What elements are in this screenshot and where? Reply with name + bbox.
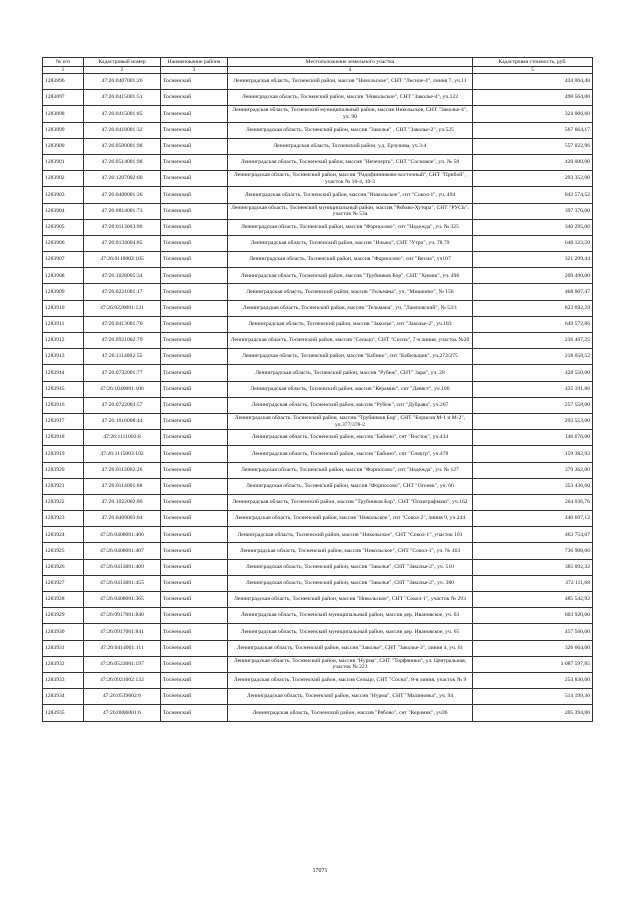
value-cell: 321 299,44 xyxy=(473,252,593,268)
header-value: Кадастровая стоимость, руб. xyxy=(473,58,593,67)
value-cell: 514 199,36 xyxy=(473,689,593,705)
table-row xyxy=(43,219,593,235)
region-cell: Тосненский xyxy=(161,381,228,397)
region-cell: Тосненский xyxy=(161,640,228,656)
row-number-cell: 1283910 xyxy=(43,300,84,316)
value-cell: 257 558,00 xyxy=(473,397,593,413)
cadastral-number-cell: 47:26:1207002:60 xyxy=(84,171,161,187)
location-cell: Ленинградская область, Тосненский район, массив "Ильжо", СНТ "Утро", уч. 78,79 xyxy=(228,235,473,251)
cadastral-number-cell: 47:26:0221001:17 xyxy=(84,284,161,300)
cadastral-number-cell: 47:26:0413001:409 xyxy=(84,559,161,575)
table-row xyxy=(43,235,593,251)
region-cell: Тосненский xyxy=(161,656,228,672)
value-cell: 340 295,06 xyxy=(473,219,593,235)
location-cell: Ленинградская область, Тосненский район, массив "Никольское", СНТ "Лесное-4", линия 7, уч.11 xyxy=(228,74,473,90)
value-cell: 146 676,00 xyxy=(473,430,593,446)
row-number-cell: 1283928 xyxy=(43,592,84,608)
row-number-cell: 1283914 xyxy=(43,365,84,381)
table-row xyxy=(43,656,593,672)
region-cell: Тосненский xyxy=(161,203,228,219)
cadastral-number-cell: 47:26:0917001:840 xyxy=(84,608,161,624)
region-cell: Тосненский xyxy=(161,333,228,349)
cadastral-number-cell: 47:26:0514001:98 xyxy=(84,154,161,170)
location-cell: Ленинградская область, Тосненский район, массив "Радофинниково-восточный", СНТ "Прибой", участок № 10-4, 10-3 xyxy=(228,171,473,187)
cadastral-number-cell: 47:26:0220001:121 xyxy=(84,300,161,316)
location-cell: Ленинградская область, Тосненский район, массив "Форносово", СНТ "Огонек", уч. 66 xyxy=(228,478,473,494)
value-cell: 434 004,48 xyxy=(473,74,593,90)
region-cell: Тосненский xyxy=(161,446,228,462)
region-cell: Тосненский xyxy=(161,284,228,300)
column-number: 4 xyxy=(228,67,473,74)
table-row xyxy=(43,284,593,300)
row-number-cell: 1283898 xyxy=(43,106,84,122)
region-cell: Тосненский xyxy=(161,365,228,381)
region-cell: Тосненский xyxy=(161,705,228,721)
table-row xyxy=(43,543,593,559)
region-cell: Тосненский xyxy=(161,689,228,705)
region-cell: Тосненский xyxy=(161,74,228,90)
location-cell: Ленинградская область, Тосненский район, массив "Форносово", снт "Весна", уч107 xyxy=(228,252,473,268)
value-cell: 293 553,00 xyxy=(473,413,593,429)
value-cell: 420 000,00 xyxy=(473,154,593,170)
location-cell: Ленинградская область, Тосненский район, массив "Тельмана", уч. "Ламповский", № 53/1 xyxy=(228,300,473,316)
row-number-cell: 1283930 xyxy=(43,624,84,640)
location-cell: Ленинградская область, Тосненский район, массив "Трубников Бор", СНТ "Борисов М-1 и М-2", уч.377/378-2 xyxy=(228,413,473,429)
region-cell: Тосненский xyxy=(161,122,228,138)
cadastral-number-cell: 47:26:0921002:132 xyxy=(84,672,161,688)
region-cell: Тосненский xyxy=(161,300,228,316)
cadastral-number-cell: 47:26:0110002:105 xyxy=(84,252,161,268)
location-cell: Ленинградская область, Тосненский район, массив "Нурма", СНТ "Малиновка", уч. 94 xyxy=(228,689,473,705)
location-cell: Ленинградская область, Тосненский район, массив "Заколье", снт "Заколье-2", уч.183 xyxy=(228,316,473,332)
cadastral-number-cell: 47:26:0414001:111 xyxy=(84,640,161,656)
table-row xyxy=(43,268,593,284)
region-cell: Тосненский xyxy=(161,543,228,559)
cadastral-number-cell: 47:26:0732001:77 xyxy=(84,365,161,381)
row-number-cell: 1283911 xyxy=(43,316,84,332)
cadastral-number-cell: 47:26:0415001:51 xyxy=(84,90,161,106)
value-cell: 468 007,47 xyxy=(473,284,593,300)
location-cell: Ленинградская область, Тосненский район, массив "Трубников Бор", СНТ "Полиграфмаш", уч.162 xyxy=(228,494,473,510)
table-row xyxy=(43,349,593,365)
cadastral-number-cell: 47:26:0519002:6 xyxy=(84,689,161,705)
row-number-cell: 1283912 xyxy=(43,333,84,349)
row-number-cell: 1283932 xyxy=(43,656,84,672)
header-kad: Кадастровый номер xyxy=(84,58,161,67)
row-number-cell: 1283904 xyxy=(43,203,84,219)
row-number-cell: 1283926 xyxy=(43,559,84,575)
cadastral-number-cell: 47:26:0113003:90 xyxy=(84,219,161,235)
value-cell: 557 022,96 xyxy=(473,138,593,154)
cadastral-number-cell: 47:26:0114001:68 xyxy=(84,478,161,494)
row-number-cell: 1283906 xyxy=(43,235,84,251)
column-number-row xyxy=(43,67,593,74)
location-cell: Ленинградская область, Тосненский муниципальный район, массив Никольское, СНТ "Заколье-4", уч. 90 xyxy=(228,106,473,122)
table-row xyxy=(43,478,593,494)
cadastral-number-cell: 47:26:0408001:407 xyxy=(84,543,161,559)
region-cell: Тосненский xyxy=(161,106,228,122)
row-number-cell: 1283927 xyxy=(43,575,84,591)
region-cell: Тосненский xyxy=(161,462,228,478)
row-number-cell: 1283920 xyxy=(43,462,84,478)
table-header-row xyxy=(43,58,593,67)
region-cell: Тосненский xyxy=(161,171,228,187)
value-cell: 324 066,60 xyxy=(473,106,593,122)
cadastral-number-cell: 47:26:0408001:36 xyxy=(84,187,161,203)
table-row xyxy=(43,559,593,575)
table-row xyxy=(43,203,593,219)
cadastral-number-cell: 47:26:1016008:44 xyxy=(84,413,161,429)
column-number: 3 xyxy=(161,67,228,74)
header-num: № п/п xyxy=(43,58,84,67)
value-cell: 385 092,32 xyxy=(473,559,593,575)
header-region: Наименование района xyxy=(161,58,228,67)
location-cell: Ленинградская область, Тосненский район, массив "Рябово", снт "Керамик", уч36 xyxy=(228,705,473,721)
table-row xyxy=(43,187,593,203)
region-cell: Тосненский xyxy=(161,268,228,284)
cadastral-number-cell: 47:26:0523001:197 xyxy=(84,656,161,672)
cadastral-number-cell: 47:26:0921002:79 xyxy=(84,333,161,349)
location-cell: Ленинградская область, Тосненский район, массив "Никольское", снт "Сокол-1", уч. 494 xyxy=(228,187,473,203)
header-location: Местоположение земельного участка xyxy=(228,58,473,67)
table-row xyxy=(43,494,593,510)
region-cell: Тосненский xyxy=(161,349,228,365)
row-number-cell: 1283909 xyxy=(43,284,84,300)
row-number-cell: 1283897 xyxy=(43,90,84,106)
region-cell: Тосненский xyxy=(161,252,228,268)
region-cell: Тосненский xyxy=(161,187,228,203)
value-cell: 236 467,25 xyxy=(473,333,593,349)
row-number-cell: 1283921 xyxy=(43,478,84,494)
table-row xyxy=(43,527,593,543)
location-cell: Ленинградская область, Тосненский район, массив "Рубеж", снт "Дубрава", уч.267 xyxy=(228,397,473,413)
value-cell: 397 370,00 xyxy=(473,203,593,219)
region-cell: Тосненский xyxy=(161,316,228,332)
value-cell: 218 058,52 xyxy=(473,349,593,365)
row-number-cell: 1283935 xyxy=(43,705,84,721)
location-cell: Ленинградская область, Тосненский район, массив "Заколье", СНТ "Заколье-2", уч. 380 xyxy=(228,575,473,591)
value-cell: 567 664,17 xyxy=(473,122,593,138)
location-cell: Ленинградская область, Тосненский район, массив "Нечеперть", СНТ "Сосновое", уч. № 58 xyxy=(228,154,473,170)
region-cell: Тосненский xyxy=(161,235,228,251)
location-cell: Ленинградская область, Тосненский район, массив "Форносово", снт "Надежда", уч. № 325 xyxy=(228,219,473,235)
row-number-cell: 1283929 xyxy=(43,608,84,624)
table-row xyxy=(43,413,593,429)
cadastral-number-cell: 47:26:1111003:8 xyxy=(84,430,161,446)
value-cell: 293 352,00 xyxy=(473,171,593,187)
row-number-cell: 1283905 xyxy=(43,219,84,235)
region-cell: Тосненский xyxy=(161,494,228,510)
cadastral-number-cell: 47:26:0407001:26 xyxy=(84,74,161,90)
location-cell: Ленинградская область, Тосненский муниципальный район, массив дер. Ивановское, уч. 65 xyxy=(228,624,473,640)
cadastral-number-cell: 47:26:0408001:365 xyxy=(84,592,161,608)
cadastral-number-cell: 47:26:0409003:84 xyxy=(84,511,161,527)
region-cell: Тосненский xyxy=(161,608,228,624)
location-cell: Ленинградская область, Тосненский район, массив "Нурма", СНТ "Торфяники", ул. Центральная, участок № 223 xyxy=(228,656,473,672)
value-cell: 379 362,00 xyxy=(473,462,593,478)
table-row xyxy=(43,381,593,397)
row-number-cell: 1283918 xyxy=(43,430,84,446)
row-number-cell: 1283917 xyxy=(43,413,84,429)
column-number: 1 xyxy=(43,67,84,74)
table-row xyxy=(43,122,593,138)
value-cell: 428 550,00 xyxy=(473,365,593,381)
row-number-cell: 1283922 xyxy=(43,494,84,510)
column-number: 2 xyxy=(84,67,161,74)
cadastral-number-cell: 47:26:1114002:55 xyxy=(84,349,161,365)
table-row xyxy=(43,446,593,462)
region-cell: Тосненский xyxy=(161,672,228,688)
table-row xyxy=(43,333,593,349)
table-row xyxy=(43,689,593,705)
location-cell: Ленинградская область, Тосненский район, массив "Рубеж", СНТ" Заря", уч. 28 xyxy=(228,365,473,381)
row-number-cell: 1283919 xyxy=(43,446,84,462)
table-row xyxy=(43,672,593,688)
row-number-cell: 1283903 xyxy=(43,187,84,203)
cadastral-number-cell: 47:26:0806001:6 xyxy=(84,705,161,721)
value-cell: 649 572,86 xyxy=(473,316,593,332)
region-cell: Тосненский xyxy=(161,430,228,446)
table-row xyxy=(43,592,593,608)
cadastral-number-cell: 47:26:0917001:841 xyxy=(84,624,161,640)
cadastral-number-cell: 47:26:0113002:26 xyxy=(84,462,161,478)
table-row xyxy=(43,511,593,527)
location-cell: Ленинградская область, Тосненский район, массив "Бабино", снт "Бабельщик", уч.273/275 xyxy=(228,349,473,365)
region-cell: Тосненский xyxy=(161,397,228,413)
row-number-cell: 1283925 xyxy=(43,543,84,559)
region-cell: Тосненский xyxy=(161,138,228,154)
row-number-cell: 1283923 xyxy=(43,511,84,527)
page-number: 17071 xyxy=(312,868,328,874)
value-cell: 1 087 597,85 xyxy=(473,656,593,672)
table-row xyxy=(43,90,593,106)
table-row xyxy=(43,171,593,187)
cadastral-number-cell: 47:26:0413001:455 xyxy=(84,575,161,591)
region-cell: Тосненский xyxy=(161,478,228,494)
region-cell: Тосненский xyxy=(161,592,228,608)
location-cell: Ленинградская область, Тосненский район, массив "Трубников Бор", СНТ "Химик", уч. 496 xyxy=(228,268,473,284)
location-cell: Ленинградская область, Тосненский район, массив "Никольское", СНТ "Заколье-4", уч.122 xyxy=(228,90,473,106)
region-cell: Тосненский xyxy=(161,219,228,235)
row-number-cell: 1283915 xyxy=(43,381,84,397)
location-cell: Ленинградская область, Тосненский район, массив "Никольское", СНТ "Сокол-1", участок № 293 xyxy=(228,592,473,608)
value-cell: 205 394,80 xyxy=(473,705,593,721)
cadastral-number-cell: 47:26:0814001:73 xyxy=(84,203,161,219)
table-row xyxy=(43,430,593,446)
column-number: 5 xyxy=(473,67,593,74)
cadastral-value-table xyxy=(42,57,593,722)
table-row xyxy=(43,74,593,90)
table-row xyxy=(43,397,593,413)
value-cell: 498 564,00 xyxy=(473,90,593,106)
row-number-cell: 1283933 xyxy=(43,672,84,688)
region-cell: Тосненский xyxy=(161,559,228,575)
region-cell: Тосненский xyxy=(161,413,228,429)
table-row xyxy=(43,300,593,316)
table-row xyxy=(43,705,593,721)
table-row xyxy=(43,106,593,122)
cadastral-number-cell: 47:26:0415001:85 xyxy=(84,106,161,122)
row-number-cell: 1283896 xyxy=(43,74,84,90)
cadastral-number-cell: 47:26:0413001:70 xyxy=(84,316,161,332)
value-cell: 254 830,00 xyxy=(473,672,593,688)
location-cell: Ленинградская область, Тосненский район, массив "Форносово", снт "Надежда", уч. № 127 xyxy=(228,462,473,478)
cadastral-number-cell: 47:26:0418001:32 xyxy=(84,122,161,138)
cadastral-number-cell: 47:26:0722003:57 xyxy=(84,397,161,413)
row-number-cell: 1283916 xyxy=(43,397,84,413)
region-cell: Тосненский xyxy=(161,527,228,543)
row-number-cell: 1283913 xyxy=(43,349,84,365)
table-row xyxy=(43,252,593,268)
cadastral-number-cell: 47:26:1040001:106 xyxy=(84,381,161,397)
location-cell: Ленинградская область, Тосненский район, массив "Никольское", СНТ "Сокол-1", уч. № 463 xyxy=(228,543,473,559)
value-cell: 326 664,00 xyxy=(473,640,593,656)
location-cell: Ленинградская область, Тосненский муниципальный район, массив дер. Ивановское, уч. 63 xyxy=(228,608,473,624)
table-row xyxy=(43,575,593,591)
location-cell: Ленинградская область, Тосненский район, массив "Заколье", СНТ "Заколье-3", линия 4, уч. 61 xyxy=(228,640,473,656)
location-cell: Ленинградская область, Тосненский район, массив "Тельмана", уч. "Мишкино", № 156 xyxy=(228,284,473,300)
value-cell: 457 560,00 xyxy=(473,624,593,640)
region-cell: Тосненский xyxy=(161,575,228,591)
table-row xyxy=(43,624,593,640)
table-row xyxy=(43,462,593,478)
region-cell: Тосненский xyxy=(161,90,228,106)
row-number-cell: 1283908 xyxy=(43,268,84,284)
cadastral-number-cell: 47:26:0134004:85 xyxy=(84,235,161,251)
value-cell: 440 697,12 xyxy=(473,511,593,527)
value-cell: 209 490,00 xyxy=(473,268,593,284)
table-row xyxy=(43,138,593,154)
row-number-cell: 1283901 xyxy=(43,154,84,170)
table-body xyxy=(43,74,593,722)
location-cell: Ленинградская область, Тосненский район, массив "Керамик", снт "Девяст", уч.100 xyxy=(228,381,473,397)
value-cell: 823 692,29 xyxy=(473,300,593,316)
location-cell: Ленинградская область, Тосненский район, массив Сельцо, СНТ "Сосна", 8-я линия, участок № 9 xyxy=(228,672,473,688)
location-cell: Ленинградская область, Тосненский район, массив "Бабино", снт "Восток", уч.434 xyxy=(228,430,473,446)
region-cell: Тосненский xyxy=(161,624,228,640)
cadastral-number-cell: 47:26:0408001:406 xyxy=(84,527,161,543)
row-number-cell: 1283899 xyxy=(43,122,84,138)
location-cell: Ленинградская область, Тосненский район, массив "Никольское", снт "Сокол-2", линия 9, уч.244 xyxy=(228,511,473,527)
region-cell: Тосненский xyxy=(161,511,228,527)
cadastral-number-cell: 47:26:1028005:34 xyxy=(84,268,161,284)
table-row xyxy=(43,154,593,170)
location-cell: Ленинградская область, Тосненский район, массив "Сельцо", СНТ "Сосна", 7-я линия, участок №20 xyxy=(228,333,473,349)
row-number-cell: 1283924 xyxy=(43,527,84,543)
row-number-cell: 1283907 xyxy=(43,252,84,268)
value-cell: 485 542,92 xyxy=(473,592,593,608)
location-cell: Ленинградская область, Тосненский район, массив "Заколье", СНТ "Заколье-2", уч. 510 xyxy=(228,559,473,575)
table-row xyxy=(43,640,593,656)
row-number-cell: 1283934 xyxy=(43,689,84,705)
value-cell: 842 574,52 xyxy=(473,187,593,203)
location-cell: Ленинградская область, Тосненский район, у.д. Ерзунова, уч.3-4 xyxy=(228,138,473,154)
value-cell: 603 920,00 xyxy=(473,608,593,624)
region-cell: Тосненский xyxy=(161,154,228,170)
value-cell: 435 191,86 xyxy=(473,381,593,397)
table-row xyxy=(43,608,593,624)
cadastral-number-cell: 47:26:1115003:102 xyxy=(84,446,161,462)
location-cell: Ленинградская область, Тосненский район, массив "Бабино", снт "Спектр", уч.478 xyxy=(228,446,473,462)
location-cell: Ленинградская область, Тосненский район, массив "Никольское", СНТ "Сокол-1", участок 101 xyxy=(228,527,473,543)
location-cell: Ленинградская область, Тосненский муниципальный район, массив "Рябово-Хутора", СНТ "РУСЬ", участок № 53а xyxy=(228,203,473,219)
cadastral-number-cell: 47:26:1022002:80 xyxy=(84,494,161,510)
row-number-cell: 1283931 xyxy=(43,640,84,656)
value-cell: 353 436,60 xyxy=(473,478,593,494)
cadastral-number-cell: 47:26:0500001:98 xyxy=(84,138,161,154)
row-number-cell: 1283902 xyxy=(43,171,84,187)
table-row xyxy=(43,316,593,332)
value-cell: 159 382,92 xyxy=(473,446,593,462)
value-cell: 264 036,76 xyxy=(473,494,593,510)
value-cell: 372 111,68 xyxy=(473,575,593,591)
row-number-cell: 1283900 xyxy=(43,138,84,154)
value-cell: 736 908,06 xyxy=(473,543,593,559)
location-cell: Ленинградская область, Тосненский район, массив "Заколье" , СНТ "Заколье-2", уч.525 xyxy=(228,122,473,138)
table-row xyxy=(43,365,593,381)
value-cell: 648 123,50 xyxy=(473,235,593,251)
value-cell: 463 754,07 xyxy=(473,527,593,543)
